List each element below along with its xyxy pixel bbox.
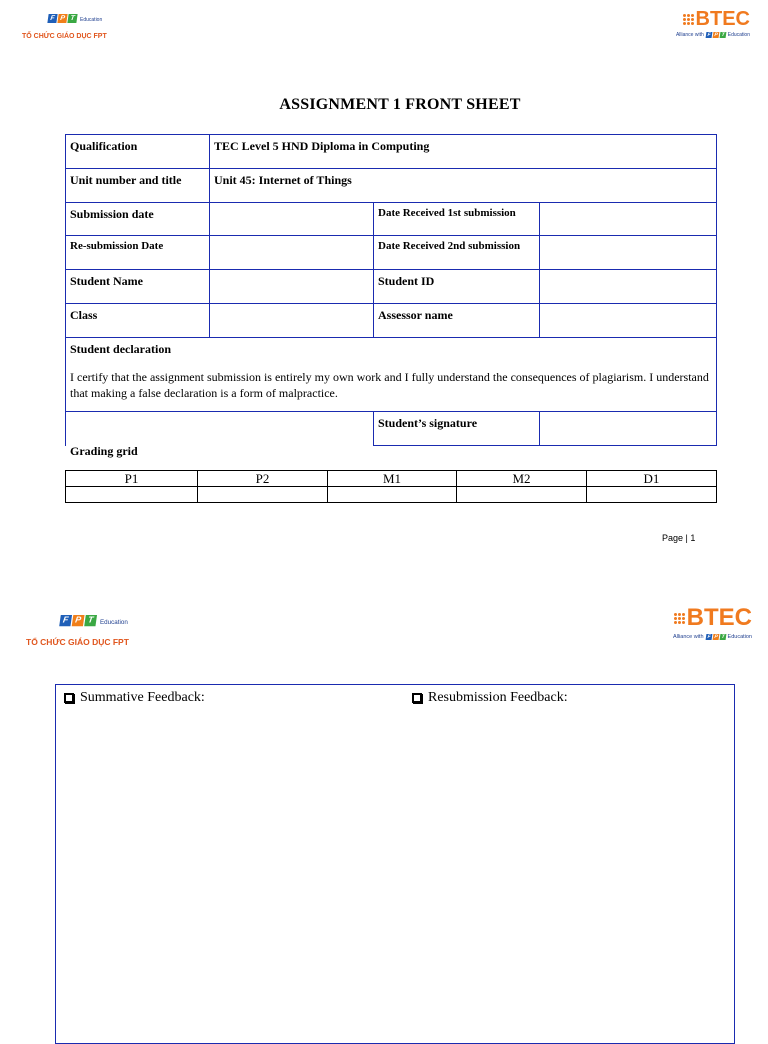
fpt-education-text: Education (80, 17, 103, 23)
fpt-logo-p: P (57, 14, 67, 23)
fpt-logo-f: F (47, 14, 57, 23)
fpt-logo-t: T (67, 14, 77, 23)
submission-date-label: Submission date (66, 203, 210, 236)
btec-wordmark: BTEC (695, 8, 750, 30)
qualification-value: TEC Level 5 HND Diploma in Computing (210, 135, 717, 169)
fpt-mini-logo (706, 32, 726, 38)
fpt-education-logo-page2 (60, 615, 128, 627)
declaration-title: Student declaration (70, 342, 172, 356)
date-received-2-label: Date Received 2nd submission (374, 236, 540, 270)
btec-education-text-2: Education (727, 634, 752, 640)
grade-header-d1: D1 (587, 471, 717, 487)
grade-header-p2: P2 (198, 471, 328, 487)
grade-cell-d1[interactable] (587, 487, 717, 503)
fpt-education-logo (48, 14, 102, 23)
class-label: Class (66, 304, 210, 338)
page-title: ASSIGNMENT 1 FRONT SHEET (279, 96, 521, 113)
organization-name-page2: TỔ CHỨC GIÁO DỤC FPT (26, 637, 129, 647)
student-declaration (66, 338, 717, 412)
btec-dots-icon (683, 14, 694, 25)
assessor-label: Assessor name (374, 304, 540, 338)
resubmission-checkbox-icon[interactable] (412, 693, 422, 703)
grade-cell-m1[interactable] (328, 487, 457, 503)
grade-header-m2: M2 (457, 471, 587, 487)
mini-f-2: F (706, 634, 711, 640)
fpt-logo-mark (48, 14, 102, 23)
unit-value: Unit 45: Internet of Things (210, 169, 717, 203)
summative-feedback-label: Summative Feedback: (80, 690, 205, 705)
btec-alliance-text-2: Alliance with (672, 634, 704, 640)
btec-logo (640, 8, 750, 38)
student-name-field[interactable] (210, 270, 374, 304)
resubmission-date-field[interactable] (210, 236, 374, 270)
fpt-logo-t-2: T (84, 615, 97, 626)
submission-date-field[interactable] (210, 203, 374, 236)
mini-f: F (706, 32, 711, 38)
resubmission-date-label: Re-submission Date (66, 236, 210, 270)
mini-t-2: T (720, 634, 725, 640)
assessor-field[interactable] (540, 304, 717, 338)
mini-p: P (713, 32, 718, 38)
btec-dots-icon-2 (674, 613, 685, 624)
btec-logo-page2 (640, 604, 752, 640)
fpt-logo-p-2: P (72, 615, 85, 626)
date-received-1-label: Date Received 1st submission (374, 203, 540, 236)
qualification-label: Qualification (66, 135, 210, 169)
signature-spacer-2 (210, 412, 374, 446)
grade-cell-p1[interactable] (66, 487, 198, 503)
date-received-2-field[interactable] (540, 236, 717, 270)
resubmission-feedback-label: Resubmission Feedback: (428, 690, 568, 705)
grading-grid-label: Grading grid (70, 444, 138, 458)
fpt-mini-logo-2 (706, 634, 726, 640)
page-number: Page | 1 (662, 533, 696, 543)
summative-feedback[interactable] (64, 690, 205, 706)
btec-education-text: Education (727, 32, 750, 38)
mini-t: T (720, 32, 725, 38)
grade-cell-m2[interactable] (457, 487, 587, 503)
unit-label: Unit number and title (66, 169, 210, 203)
grade-header-p1: P1 (66, 471, 198, 487)
summative-checkbox-icon[interactable] (64, 693, 74, 703)
grade-cell-p2[interactable] (198, 487, 328, 503)
signature-field[interactable] (540, 412, 717, 446)
class-field[interactable] (210, 304, 374, 338)
front-sheet-table (65, 134, 717, 446)
grading-grid-table (65, 470, 717, 503)
feedback-box[interactable] (55, 684, 735, 1044)
signature-spacer (66, 412, 210, 446)
student-name-label: Student Name (66, 270, 210, 304)
btec-alliance-text: Alliance with (675, 32, 704, 38)
btec-wordmark-2: BTEC (686, 604, 752, 631)
signature-label: Student’s signature (374, 412, 540, 446)
fpt-education-text-2: Education (100, 618, 128, 627)
mini-p-2: P (713, 634, 718, 640)
date-received-1-field[interactable] (540, 203, 717, 236)
organization-name: TỔ CHỨC GIÁO DỤC FPT (22, 33, 107, 40)
student-id-label: Student ID (374, 270, 540, 304)
grade-header-m1: M1 (328, 471, 457, 487)
student-id-field[interactable] (540, 270, 717, 304)
declaration-text: I certify that the assignment submission is entirely my own work and I fully understand the consequences of plagiarism. I understand that making a false declaration is a form of malpractice. (70, 370, 709, 400)
resubmission-feedback[interactable] (412, 690, 568, 706)
fpt-logo-f-2: F (59, 615, 72, 626)
